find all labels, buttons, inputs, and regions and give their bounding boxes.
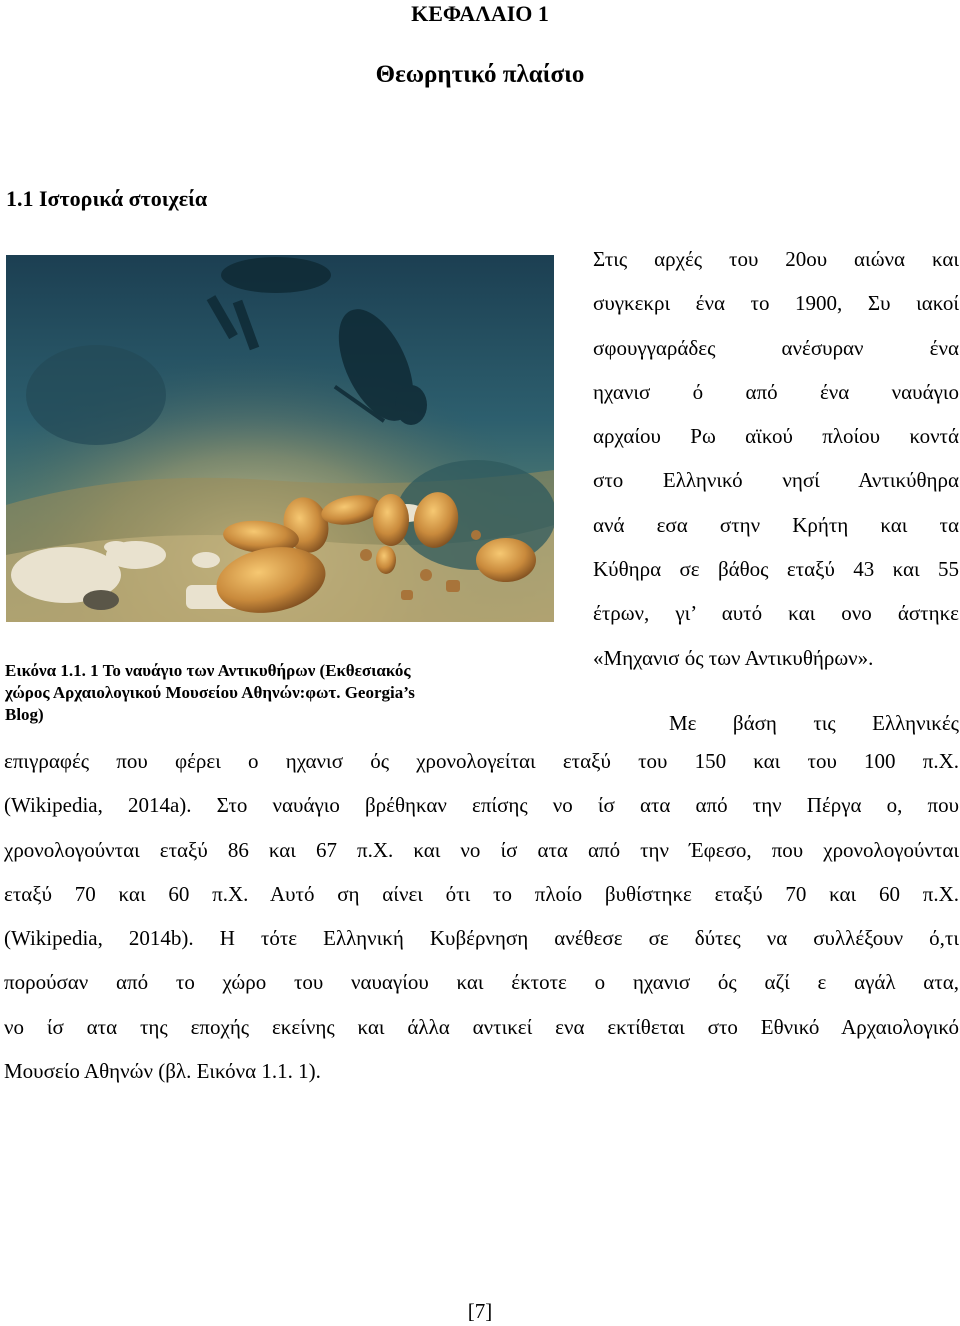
paragraph-line: Με βάση τις Ελληνικές (669, 710, 959, 735)
caption-line: χώρος Αρχαιολογικού Μουσείου Αθηνών:φωτ. Georgia’s (5, 683, 415, 702)
paragraph-line: σφουγγαράδες ανέσυραν ένα (593, 335, 959, 360)
paragraph-line: «Μηχανισ ός των Αντικυθήρων». (593, 645, 874, 670)
paragraph-line: πορούσαν από το χώρο του ναυαγίου και έκτοτε ο ηχανισ ός αζί ε αγάλ ατα, (4, 970, 959, 995)
paragraph-line: ηχανισ ό από ένα ναυάγιο (593, 379, 959, 404)
page-number: [7] (467, 1299, 493, 1323)
figure-caption (5, 660, 550, 726)
chapter-heading: ΚΕΦΑΛΑΙΟ 1 (411, 1, 549, 26)
paragraph-line: Κύθηρα σε βάθος εταξύ 43 και 55 (593, 557, 959, 582)
paragraph-line: αρχαίου Ρω αϊκού πλοίου κοντά (593, 424, 959, 449)
body-paragraph (4, 741, 959, 1095)
paragraph-line: ανά εσα στην Κρήτη και τα (593, 512, 959, 537)
paragraph-line: Μουσείο Αθηνών (βλ. Εικόνα 1.1. 1). (4, 1059, 321, 1084)
paragraph-line: εταξύ 70 και 60 π.Χ. Αυτό ση αίνει ότι το πλοίο βυθίστηκε εταξύ 70 και 60 π.Χ. (4, 881, 959, 906)
shipwreck-photo (6, 255, 554, 622)
paragraph-line: επιγραφές που φέρει ο ηχανισ ός χρονολογείται εταξύ του 150 και του 100 π.Χ. (4, 749, 959, 773)
paragraph-line: (Wikipedia, 2014b). Η τότε Ελληνική Κυβέρνηση ανέθεσε σε δύτες να συλλέξουν ό,τι (4, 926, 959, 951)
paragraph-line: έτρων, γι’ αυτό και ονο άστηκε (593, 601, 959, 626)
wrapped-paragraph-column (593, 240, 959, 748)
paragraph-line: στο Ελληνικό νησί Αντικύθηρα (593, 468, 959, 493)
paragraph-line: Στις αρχές του 20ου αιώνα και (593, 247, 959, 271)
paragraph-line: (Wikipedia, 2014a). Στο ναυάγιο βρέθηκαν επίσης νο ίσ ατα από την Πέργα ο, που (4, 793, 959, 818)
caption-line: Blog) (5, 705, 44, 724)
paragraph-line: χρονολογούνται εταξύ 86 και 67 π.Χ. και νο ίσ ατα από την Έφεσο, που χρονολογούνται (4, 837, 959, 862)
chapter-title: Θεωρητικό πλαίσιο (375, 61, 585, 88)
caption-line: Εικόνα 1.1. 1 Το ναυάγιο των Αντικυθήρων (Εκθεσιακός (5, 661, 411, 680)
paragraph-line: συγκεκρι ένα το 1900, Συ ιακοί (593, 291, 959, 316)
section-heading: 1.1 Ιστορικά στοιχεία (6, 186, 208, 211)
paragraph-line: νο ίσ ατα της εποχής εκείνης και άλλα αντικεί ενα εκτίθεται στο Εθνικό Αρχαιολογικό (4, 1014, 959, 1039)
